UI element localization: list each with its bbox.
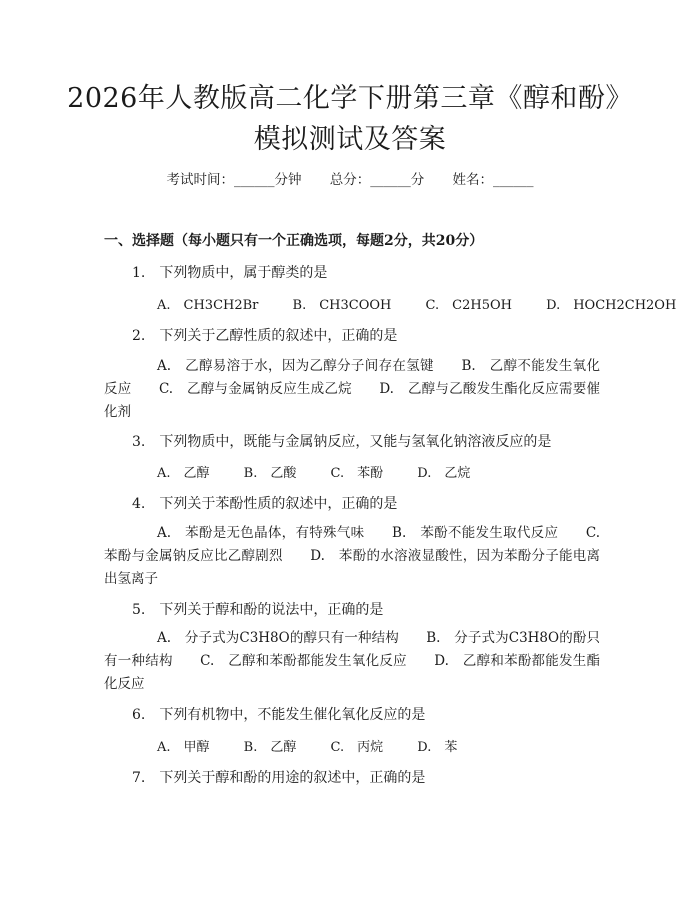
exam-time: 考试时间：______分钟: [166, 172, 302, 188]
question-2: 2. 下列关于乙醇性质的叙述中，正确的是: [132, 328, 398, 344]
option-d: D. HOCH2CH2OH: [546, 298, 677, 313]
exam-meta: [0, 168, 700, 188]
question-4: 4. 下列关于苯酚性质的叙述中，正确的是: [132, 496, 398, 512]
student-name: 姓名：______: [452, 172, 534, 188]
option-b: B. 乙醇: [243, 740, 297, 755]
question-4-options: A. 苯酚是无色晶体，有特殊气味 B. 苯酚不能发生取代反应 C. 苯酚与金属钠反应比乙醇剧烈 D. 苯酚的水溶液显酸性，因为苯酚分子能电离出氢离子: [104, 525, 614, 587]
question-6: 6. 下列有机物中，不能发生催化氧化反应的是: [132, 707, 426, 723]
option-a: A. CH3CH2Br: [157, 298, 259, 313]
option-c: C. C2H5OH: [425, 298, 512, 313]
question-6-options: [157, 736, 487, 755]
option-d: D. 苯: [417, 740, 458, 755]
question-2-options: A. 乙醇易溶于水，因为乙醇分子间存在氢键 B. 乙醇不能发生氧化反应 C. 乙醇与金属钠反应生成乙烷 D. 乙醇与乙酸发生酯化反应需要催化剂: [104, 358, 600, 420]
question-1: 1. 下列物质中，属于醇类的是: [132, 265, 328, 281]
question-7: 7. 下列关于醇和酚的用途的叙述中，正确的是: [132, 770, 426, 786]
question-3-options: [157, 462, 500, 481]
section-heading: 一、选择题（每小题只有一个正确选项，每题2分，共20分）: [104, 233, 484, 249]
option-b: B. 乙酸: [243, 466, 297, 481]
option-c: C. 苯酚: [330, 466, 384, 481]
question-5-options: A. 分子式为C3H8O的醇只有一种结构 B. 分子式为C3H8O的酚只有一种结构 C. 乙醇和苯酚都能发生氧化反应 D. 乙醇和苯酚都能发生酯化反应: [104, 630, 600, 692]
option-d: D. 乙烷: [417, 466, 471, 481]
option-b: B. CH3COOH: [292, 298, 392, 313]
option-a: A. 乙醇: [157, 466, 210, 481]
question-3: 3. 下列物质中，既能与金属钠反应，又能与氢氧化钠溶液反应的是: [132, 434, 552, 450]
question-1-options: [157, 294, 700, 313]
document-title: 2026年人教版高二化学下册第三章《醇和酚》模拟测试及答案: [67, 83, 633, 155]
total-score: 总分：______分: [329, 172, 425, 188]
option-c: C. 丙烷: [330, 740, 384, 755]
question-5: 5. 下列关于醇和酚的说法中，正确的是: [132, 602, 384, 618]
option-a: A. 甲醇: [157, 740, 210, 755]
